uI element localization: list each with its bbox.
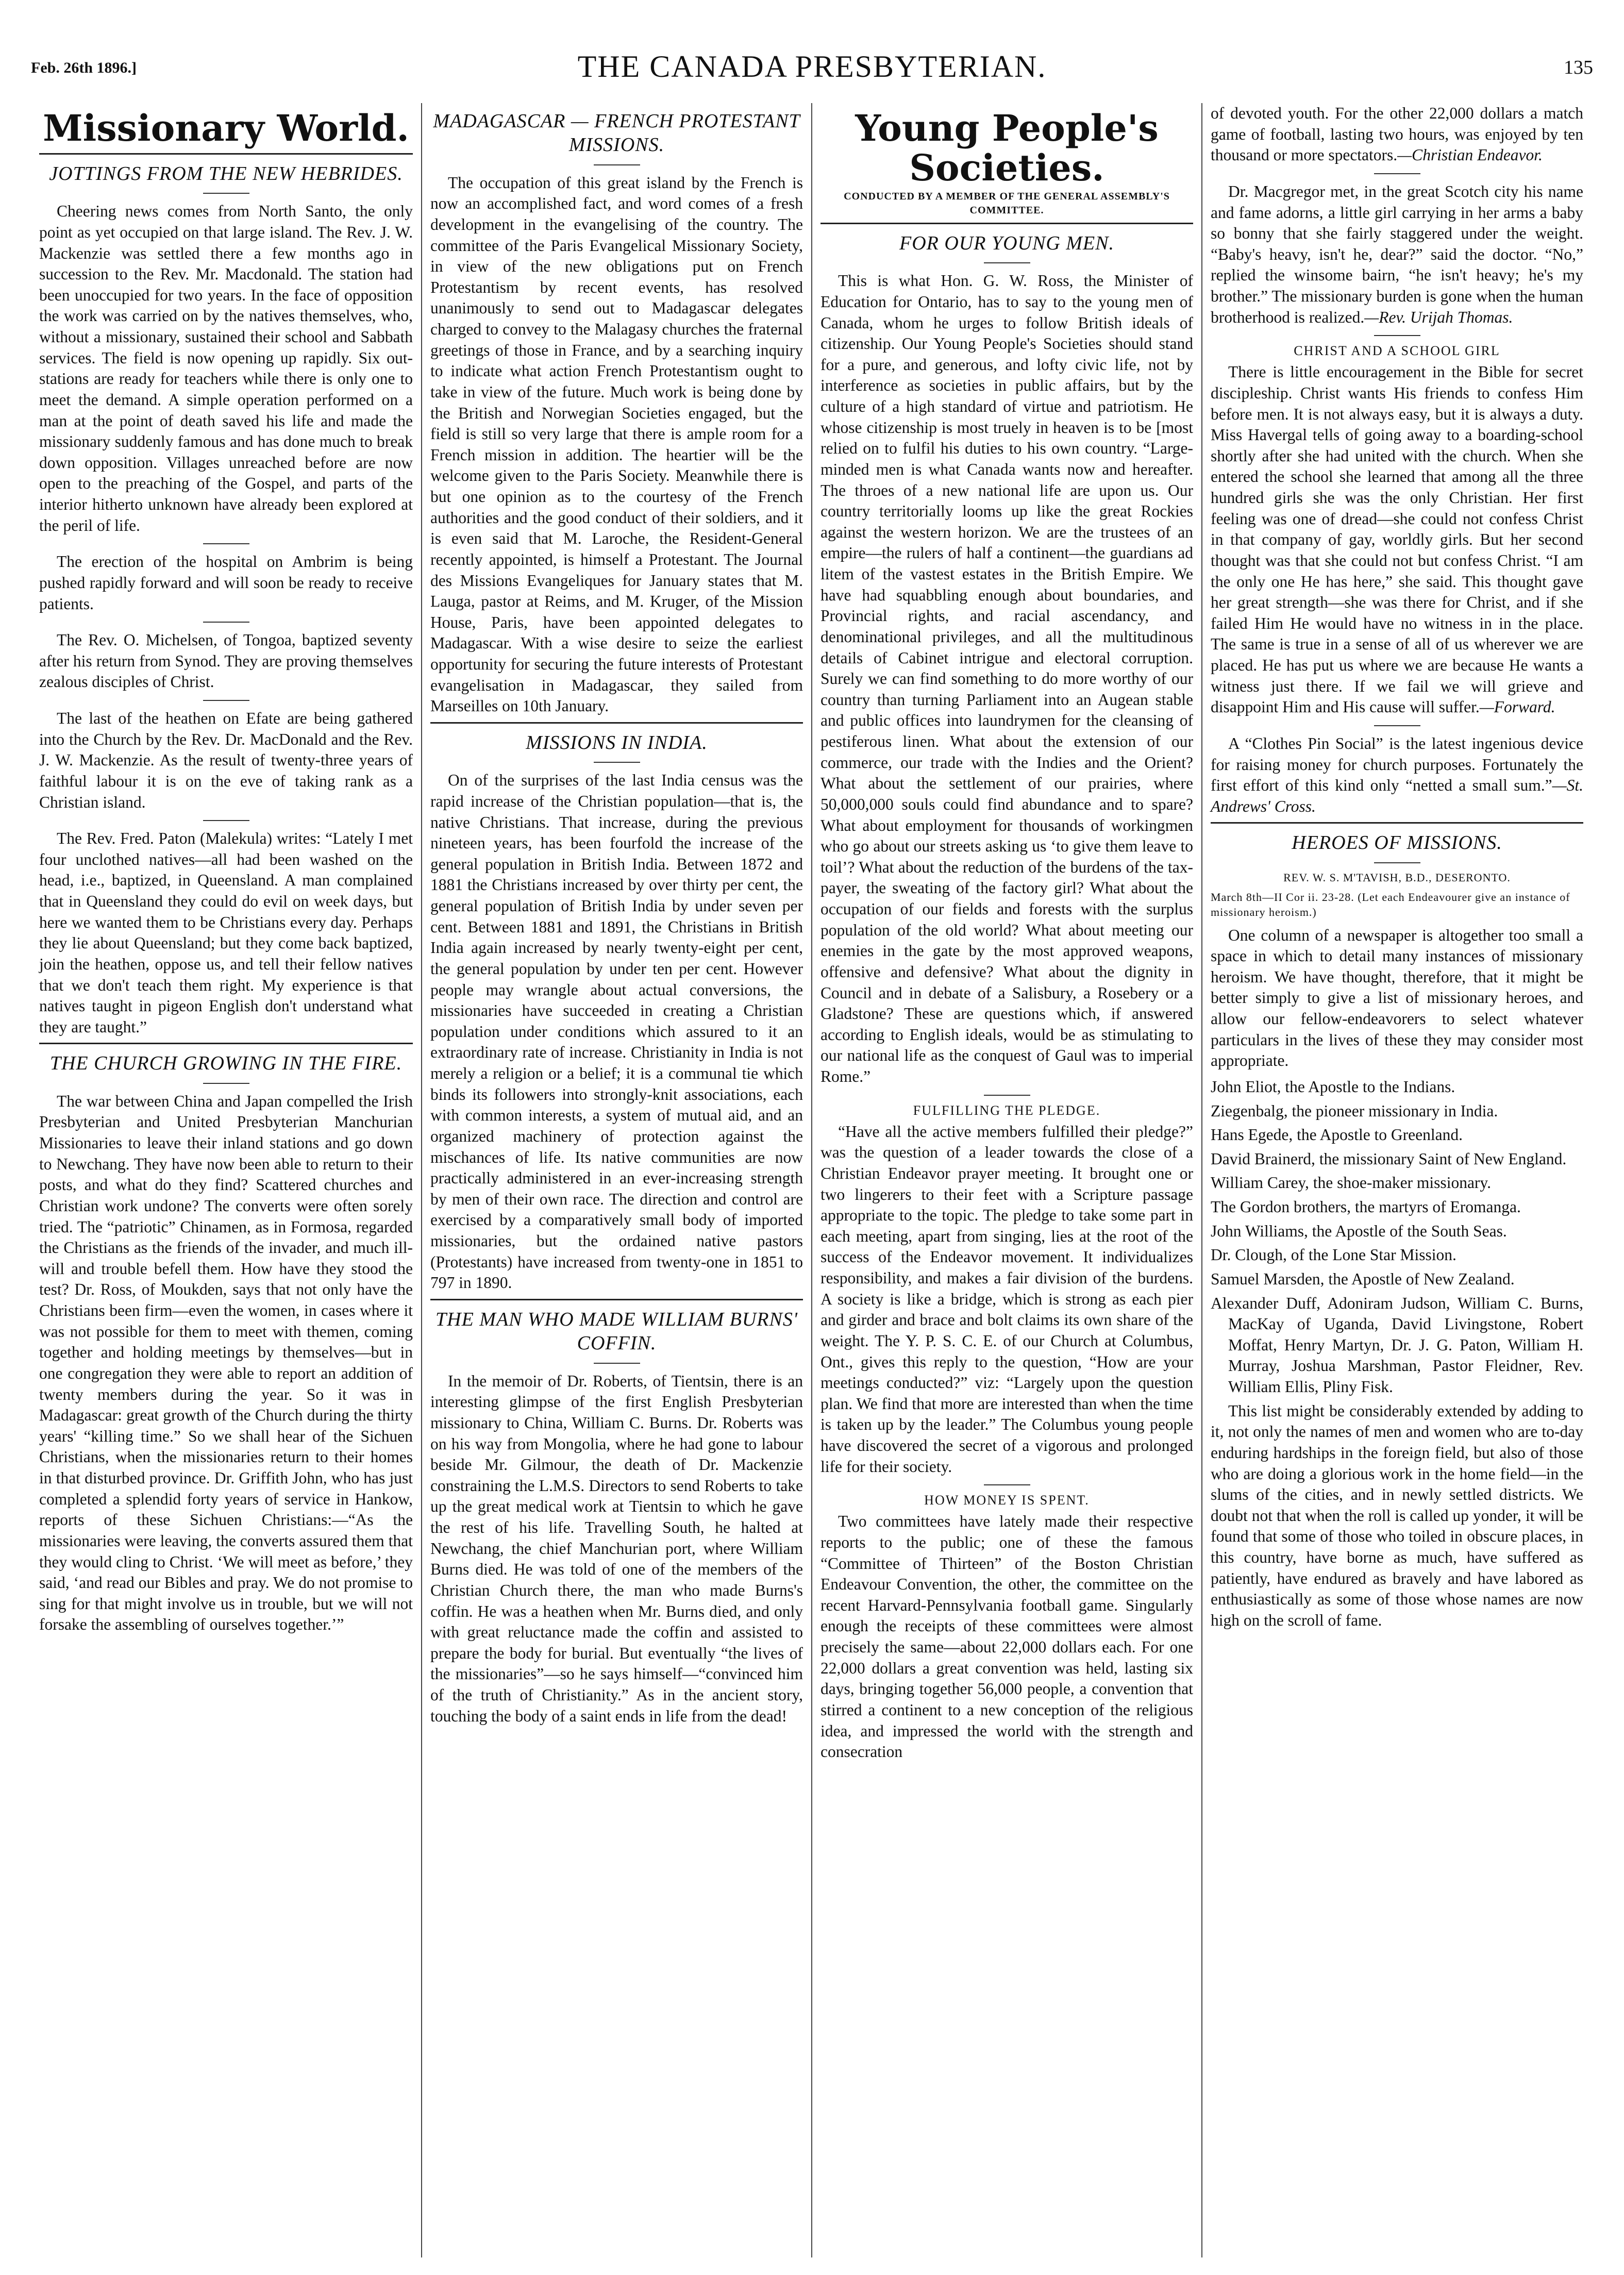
paragraph: On of the surprises of the last India census was the rapid increase of the Christian population—that is, the native Christians. That increase, during the previous nineteen years, has been fourfold the increase of the general population in British India. Between 1872 and 1881 the Christians increased by over thirty per cent, the general population of British India by under seven per cent. Between 1881 and 1891, the Christians in British India again increased by nearly twenty-eight per cent, the general population by under ten per cent. However people may wrangle about actual conversions, the missionaries have succeeded in creating a Christian population under conditions which assured to it an extraordinary rate of increase. Christianity in India is not merely a religion or a belief; it is a communal tie which binds its followers into strongly-knit associations, each with common interests, a system of mutual aid, and an organized machinery of protection against the mischances of life. Its native communities are now practically administered in an ever-increasing strength by men of their own race. The direction and control are exercised by a comparatively small body of imported missionaries, but the ordained native pastors (Protestants) have increased from twenty-one in 1851 to 797 in 1890. bbox=[430, 771, 803, 1292]
source-credit: —St. Andrews' Cross. bbox=[1211, 776, 1583, 815]
paragraph: Two committees have lately made their respective reports to the public; one of these the famous “Committee of Thirteen” of the Boston Christian Endeavour Convention, the other, the committee on the recent Harvard-Pennsylvania football game. Singularly enough the receipts of these committees were almost precisely the same—about 22,000 dollars each. For one 22,000 dollars a great convention was held, lasting six days, bringing together 56,000 people, a convention that stirred a continent to a new conception of the religious idea, and impressed the world with the strength and consecration bbox=[821, 1512, 1193, 1761]
divider bbox=[1211, 822, 1583, 824]
paragraph: Cheering news comes from North Santo, the only point as yet occupied on that large island. The Rev. J. W. Mackenzie was settled there a few months ago in succession to the Rev. Mr. Macdonald. The station had been unoccupied for two years. In the face of opposition the work was carried on by the natives themselves, who, without a missionary, sustained their school and Sabbath services. The field is now opening up rapidly. Six out-stations are ready for teachers while there is only one to meet the demand. A simple operation performed on a man at the point of death saved his life and made the missionary suddenly famous and has done much to break down opposition. Villages unreached before are now open to the preaching of the Gospel, and parts of the interior hitherto unknown have already been explored at the peril of life. bbox=[39, 202, 413, 534]
divider bbox=[984, 1095, 1030, 1096]
department-title: Missionary World. bbox=[43, 107, 409, 149]
list-item: David Brainerd, the missionary Saint of New England. bbox=[1211, 1149, 1567, 1168]
source-credit: —Rev. Urijah Thomas. bbox=[1364, 308, 1513, 326]
article-heading: THE CHURCH GROWING IN THE FIRE. bbox=[49, 1052, 403, 1075]
columns bbox=[31, 103, 1593, 2257]
column-2 bbox=[421, 103, 811, 2257]
divider bbox=[39, 1043, 413, 1044]
paragraph: The war between China and Japan compelled the Irish Presbyterian and United Presbyterian Manchurian Missionaries to leave their inland stations and go down to Newchang. They have now been able to return to their posts, and what do they find? Scattered churches and Christian work undone? The converts were often sorely tried. The “patriotic” Chinamen, as in Formosa, regarded the Christians as the friends of the invader, and much ill-will and trouble befell them. How have they stood the test? Dr. Ross, of Moukden, says that not only have the Christians been firm—even the women, in cases where it was not possible for them to meet with themen, coming together and holding meetings by themselves—but in one congregation they were able to report an addition of twenty members during the year. So it was in Madagascar: great growth of the Church during the thirty years' “killing time.” So we shall hear of the Sichuen Christians, when the missionaries return to their homes in that disturbed province. Dr. Griffith John, who has just completed a splendid forty years of service in Hankow, reports of these Sichuen Christians:—“As the missionaries were leaving, the converts assured them that they would cling to Christ. ‘We will meet as before,’ they said, ‘and read our Bibles and pray. We do not promise to sing for that might involve us in trouble, but we will not forsake the assembling of ourselves together.’” bbox=[39, 1092, 413, 1634]
list-item: John Williams, the Apostle of the South Seas. bbox=[1211, 1222, 1507, 1240]
issue-date: Feb. 26th 1896.] bbox=[31, 59, 137, 76]
article-heading: THE MAN WHO MADE WILLIAM BURNS' COFFIN. bbox=[436, 1308, 798, 1354]
divider bbox=[430, 1299, 803, 1300]
article-heading: FOR OUR YOUNG MEN. bbox=[899, 232, 1114, 254]
divider bbox=[203, 700, 249, 701]
article-subheading: HOW MONEY IS SPENT. bbox=[924, 1493, 1090, 1508]
paragraph bbox=[1211, 733, 1583, 817]
masthead bbox=[31, 49, 1593, 95]
paragraph-text: A “Clothes Pin Social” is the latest ingenious device for raising money for church purposes. Fortunately the first effort of this kind only “netted a small sum.” bbox=[1211, 734, 1583, 795]
divider bbox=[984, 262, 1030, 263]
department-subtitle: CONDUCTED BY A MEMBER OF THE GENERAL ASSEMBLY'S COMMITTEE. bbox=[844, 191, 1170, 216]
list-item: Samuel Marsden, the Apostle of New Zealand. bbox=[1211, 1269, 1515, 1288]
divider bbox=[1374, 335, 1420, 336]
column-4 bbox=[1201, 103, 1592, 2257]
byline: REV. W. S. M'TAVISH, B.D., DESERONTO. bbox=[1283, 871, 1511, 884]
paragraph: The erection of the hospital on Ambrim is being pushed rapidly forward and will soon be ready to receive patients. bbox=[39, 553, 413, 613]
divider bbox=[594, 164, 640, 165]
divider bbox=[821, 223, 1193, 224]
paragraph: The Rev. O. Michelsen, of Tongoa, baptized seventy after his return from Synod. They are proving themselves zealous disciples of Christ. bbox=[39, 631, 413, 691]
article-subheading: CHRIST AND A SCHOOL GIRL bbox=[1294, 343, 1500, 359]
article-heading: MISSIONS IN INDIA. bbox=[526, 731, 708, 754]
article-heading: JOTTINGS FROM THE NEW HEBRIDES. bbox=[49, 163, 403, 185]
paragraph: In the memoir of Dr. Roberts, of Tientsin, there is an interesting glimpse of the first English Presbyterian missionary to China, William C. Burns. Dr. Roberts was on his way from Mongolia, where he had gone to labour beside Mr. Gilmour, the death of Dr. Mackenzie constraining the L.M.S. Directors to send Roberts to take up the great medical work at Tientsin to which he gave the rest of his life. Travelling South, he halted at Newchang, the chief Manchurian port, where William Burns died. He was told of one of the members of the Christian Church there, the man who made Burns's coffin. He was a heathen when Mr. Burns died, and only with great reluctance made the coffin and assisted to prepare the body for burial. But eventually “the lives of the missionaries”—so he says himself—“convinced him of the truth of Christianity.” As in the ancient story, touching the body of a saint ends in life from the dead! bbox=[430, 1371, 803, 1725]
paragraph bbox=[1211, 362, 1583, 718]
divider bbox=[430, 722, 803, 724]
divider bbox=[1374, 173, 1420, 174]
article-heading: HEROES OF MISSIONS. bbox=[1292, 832, 1502, 854]
paragraph: “Have all the active members fulfilled their pledge?” was the question of a leader towards the close of a Christian Endeavor prayer meeting. It brought one or two lingerers to their feet with a Scripture passage appropriate to the topic. The pledge to take some part in each meeting, apart from singing, lies at the root of the success of the Endeavor movement. It individualizes responsibility, and makes a fair division of the burdens. A society is like a bridge, which is strong as each pier and girder and brace and bolt claims its own share of the weight. The Y. P. S. C. E. of our Church at Columbus, Ont., gives this reply to the question, “How are your meetings conducted?” viz: “Largely upon the question plan. We find that more are interested than when the time is taken up by the leader.” The Columbus young people have discovered the secret of a vigorous and prolonged life for their society. bbox=[821, 1122, 1193, 1476]
list-item: William Carey, the shoe-maker missionary. bbox=[1211, 1174, 1491, 1192]
divider bbox=[203, 820, 249, 821]
paragraph-text: There is little encouragement in the Bible for secret discipleship. Christ wants His friends to confess Him before men. It is not always easy, but it is always a duty. Miss Havergal tells of going away to a boarding-school shortly after she had united with the church. When she entered the school she learned that among all the three hundred girls she was the only Christian. Her first feeling was one of dread—she could not confess Christ in that company of gay, worldly girls. But her second thought was that she could not but confess Christ. “I am the only one He has here,” she said. This thought gave her great strength—she was there for Christ, and if she failed Him He would have no witness in in the place. The same is true in a sense of all of us wherever we are placed. He has put us where we are because He wants a witness just there. If we fail we will grieve and disappoint Him and His cause will suffer. bbox=[1211, 363, 1583, 716]
source-credit: —Christian Endeavor. bbox=[1397, 146, 1543, 164]
source-credit: —Forward. bbox=[1479, 698, 1555, 716]
page-number: 135 bbox=[1564, 57, 1593, 78]
list-item: Ziegenbalg, the pioneer missionary in India. bbox=[1211, 1101, 1498, 1120]
divider bbox=[203, 543, 249, 544]
paragraph bbox=[1211, 103, 1583, 166]
list-item: Hans Egede, the Apostle to Greenland. bbox=[1211, 1126, 1463, 1144]
paragraph: The last of the heathen on Efate are being gathered into the Church by the Rev. Dr. MacDonald and the Rev. J. W. Mackenzie. As the result of twenty-three years of faithful labour it is on the eve of taking rank as a Christian island. bbox=[39, 709, 413, 811]
divider bbox=[984, 1484, 1030, 1485]
paragraph-text: of devoted youth. For the other 22,000 dollars a match game of football, lasting two hours, was enjoyed by ten thousand or more spectators. bbox=[1211, 104, 1583, 164]
scripture-reference: March 8th—II Cor ii. 23-28. (Let each Endeavourer give an instance of missionary heroism.) bbox=[1211, 891, 1570, 918]
divider bbox=[594, 1363, 640, 1364]
paragraph: The occupation of this great island by the French is now an accomplished fact, and word comes of a fresh development in the evangelising of the country. The committee of the Paris Evangelical Missionary Society, in view of the new obligations put on French Protestantism by recent events, has resolved unanimously to send out to Madagascar delegates charged to convey to the Malagasy churches the fraternal greetings of those in France, and by a searching inquiry to indicate what action French Protestantism ought to take in view of the future. Much work is being done by the British and Norwegian Societies engaged, but the field is still so very large that there is ample room for a French mission in addition. The heartier will be the welcome given to the Paris Society. Meanwhile there is but one opinion as to the courtesy of the French authorities and the good conduct of their soldiers, and it is even said that M. Laroche, the Resident-General recently appointed, is himself a Protestant. The Journal des Missions Evangeliques for January states that M. Lauga, pastor at Reims, and M. Kruger, of the Mission House, Paris, have been appointed delegates to Madagascar. With a wise desire to seize the earliest opportunity for securing the future interests of Protestant evangelisation in Madagascar, they sailed from Marseilles on 10th January. bbox=[430, 173, 803, 715]
divider bbox=[1374, 862, 1420, 863]
paragraph bbox=[1211, 181, 1583, 328]
paragraph: This is what Hon. G. W. Ross, the Minister of Education for Ontario, has to say to the young men of Canada, whom he urges to follow British ideals of citizenship. Our Young People's Societies should stand for a pure, and generous, and lofty civic life, not by interference as societies in public affairs, but by the culture of a high standard of virtue and patriotism. He whose citizenship is most truely in heaven is to be [most relied on to fulfil his duties to his own country. “Large-minded men is what Canada wants now and hereafter. The throes of a new national life are upon us. Our country territorially looms up like the great Rockies against the western horizon. We are the trustees of an empire—the rulers of half a continent—the guardians ad litem of the vastest estates in the British Empire. We have had squabbling enough about boundaries, and Provincial rights, and racial ascendancy, and denominational privileges, and all the multitudinous details of Cabinet intrigue and electoral corruption. Surely we can find something to do more worthy of our country than turning Parliament into an Augean stable and public offices into laundrymen for the cleansing of pestiferous linen. What about the extension of our commerce, our trade with the Indies and the Orient? What about the settlement of our prairies, where 50,000,000 souls could find abundance and to spare? What about employment for thousands of workingmen who go about our streets asking us ‘to give them leave to toil’? What about the reduction of the burdens of the tax-payer, the sweating of the factory girl? What about the occupation of our fields and forests with the surplus population of the old world? What about meeting our enemies in the gate by the most approved weapons, offensive and defensive? What about the dignity in Council and in debate of a Salisbury, a Rosebery or a Gladstone? These are questions which, if answered according to English ideals, would be as stimulating to our national life as the conquest of Gaul was to imperial Rome.” bbox=[821, 272, 1193, 1086]
divider bbox=[1374, 725, 1420, 726]
divider bbox=[594, 762, 640, 763]
department-title: Young People's Societies. bbox=[855, 107, 1159, 189]
divider bbox=[203, 622, 249, 623]
paragraph: This list might be considerably extended by adding to it, not only the names of men and women who are to-day enduring hardships in the foreign field, but also of those who are doing a glorious work in the home field—in the slums of the cities, and in newly settled districts. We doubt not that when the roll is called up yonder, it will be found that some of those who toiled in obscure places, in this country, have borne as much, have suffered as patiently, have endured as bravely and have labored as enthusiastically as some of those whose names are now high on the scroll of fame. bbox=[1211, 1401, 1583, 1629]
paragraph-text: Dr. Macgregor met, in the great Scotch city his name and fame adorns, a little girl carrying in her arms a baby so bonny that she fairly staggered under the weight. “Baby's heavy, isn't he, dear?” said the doctor. “No,” replied the winsome bairn, “he isn't heavy; he's my brother.” The missionary burden is gone when the human brotherhood is realized. bbox=[1211, 182, 1583, 326]
list-item: John Eliot, the Apostle to the Indians. bbox=[1211, 1077, 1455, 1096]
divider bbox=[203, 1083, 249, 1084]
list-item: The Gordon brothers, the martyrs of Eromanga. bbox=[1211, 1198, 1521, 1216]
divider bbox=[39, 153, 413, 155]
divider bbox=[203, 193, 249, 194]
newspaper-title: THE CANADA PRESBYTERIAN. bbox=[577, 49, 1047, 83]
column-3 bbox=[811, 103, 1201, 2257]
paragraph: The Rev. Fred. Paton (Malekula) writes: “Lately I met four unclothed natives—all had been washed on the head, i.e., baptized, in Queensland. A man complained that in Queensland they could do evil on week days, but here we wanted them to be Christians every day. Perhaps they lie about Queensland; but they come back baptized, join the heathen, oppose us, and tell their fellow natives that we don't teach them right. My experience is that natives taught in pigeon English don't understand what they are taught.” bbox=[39, 829, 413, 1036]
list-item: Dr. Clough, of the Lone Star Mission. bbox=[1211, 1246, 1456, 1264]
list-item: Alexander Duff, Adoniram Judson, William C. Burns, MacKay of Uganda, David Livingstone, Robert Moffat, Henry Martyn, Dr. J. G. Paton, William H. Murray, Joshua Marshman, Pastor Fleidner, Rev. William Ellis, Pliny Fisk. bbox=[1211, 1294, 1583, 1396]
article-heading: MADAGASCAR — FRENCH PROTESTANT MISSIONS. bbox=[433, 110, 800, 156]
article-subheading: FULFILLING THE PLEDGE. bbox=[913, 1102, 1101, 1118]
paragraph: One column of a newspaper is altogether too small a space in which to detail many instances of missionary heroism. We have thought, therefore, that it might be better simply to give a list of missionary heroes, and allow our fellow-endeavorers to select whatever particulars in the lives of these they may consider most appropriate. bbox=[1211, 926, 1583, 1070]
column-1 bbox=[31, 103, 421, 2257]
